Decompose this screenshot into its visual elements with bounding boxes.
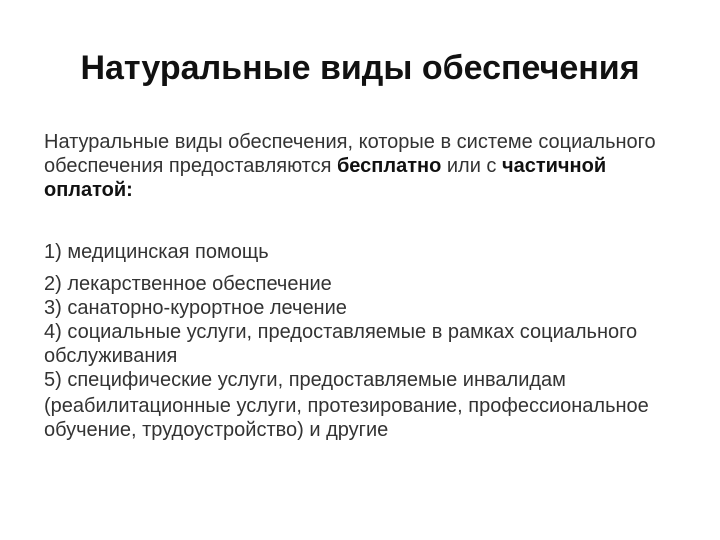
intro-bold-partial-payment: частичной оплатой:	[44, 155, 607, 201]
list-item: 5) специфические услуги, предоставляемые инвалидам	[44, 369, 566, 391]
list-item: 3) санаторно-курортное лечение	[44, 297, 347, 319]
list-item: 2) лекарственное обеспечение	[44, 273, 332, 295]
slide-content	[44, 130, 694, 442]
slide-title: Натуральные виды обеспечения	[80, 49, 640, 87]
intro-text-part1: Натуральные виды обеспечения, которые в системе социального обеспечения предоставляются	[44, 131, 656, 177]
intro-paragraph	[44, 130, 694, 202]
intro-bold-free: бесплатно	[336, 155, 442, 177]
benefits-list	[44, 240, 694, 392]
intro-text-part2: или с	[441, 155, 502, 177]
note-paragraph: (реабилитационные услуги, протезирование, профессиональное обучение, трудоустройство) и другие	[44, 395, 649, 441]
list-item: 1) медицинская помощь	[44, 241, 269, 263]
list-item: 4) социальные услуги, предоставляемые в рамках социального обслуживания	[44, 321, 638, 367]
